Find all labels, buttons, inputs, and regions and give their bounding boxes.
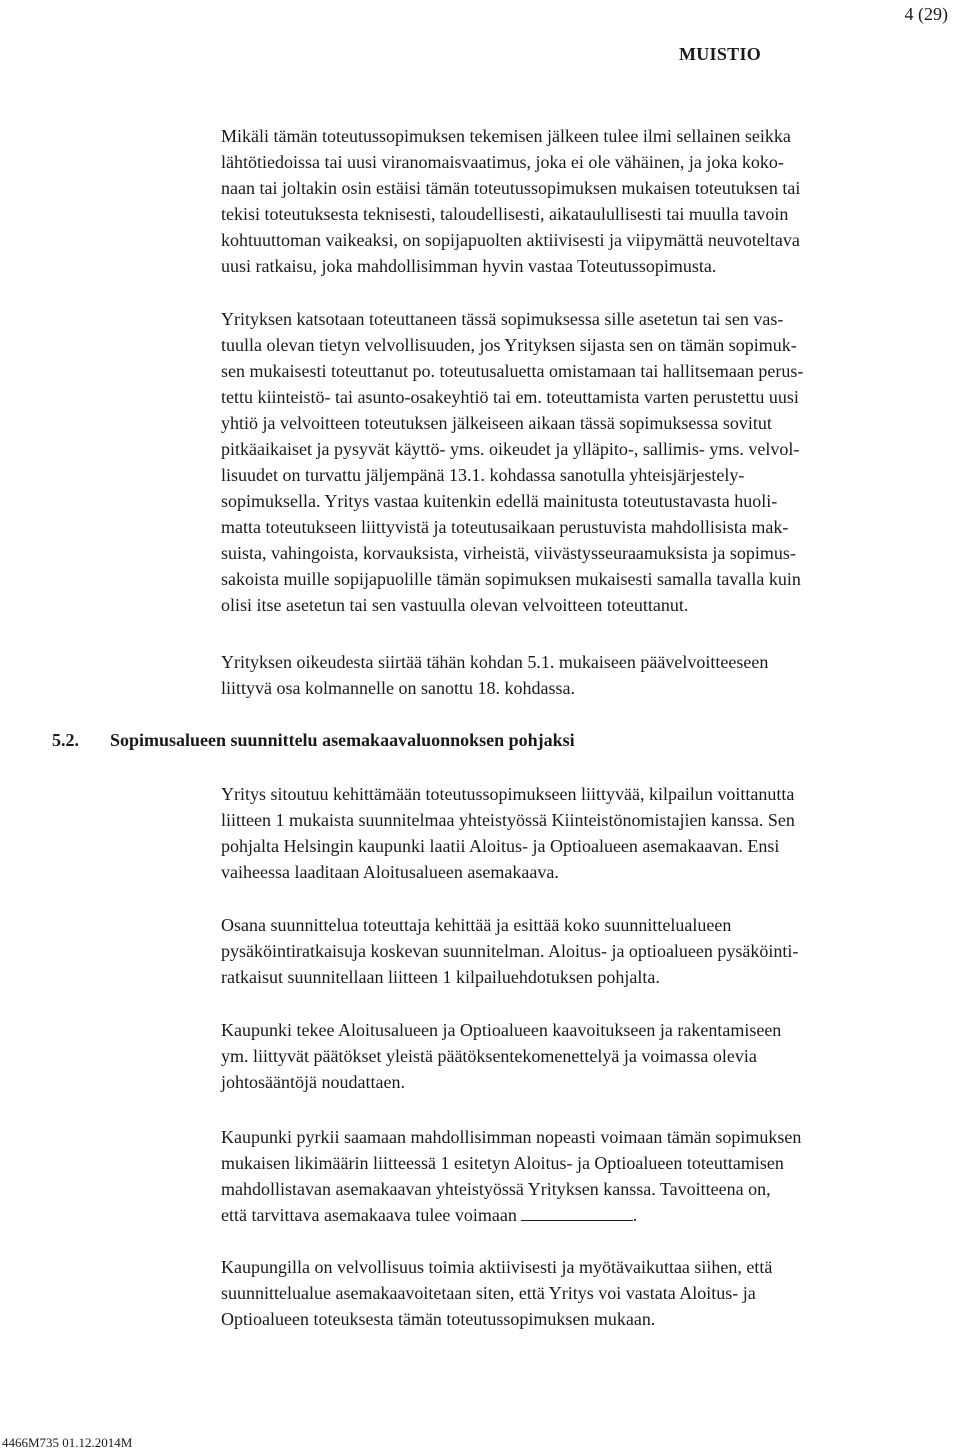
- text-line: pysäköintiratkaisuja koskevan suunnitelman. Aloitus- ja optioalueen pysäköinti-: [221, 941, 799, 961]
- text-line: vaiheessa laaditaan Aloitusalueen asemakaava.: [221, 862, 559, 882]
- text-line: liittyvä osa kolmannelle on sanottu 18. kohdassa.: [221, 678, 575, 698]
- text-line: Yritys sitoutuu kehittämään toteutussopimukseen liittyvää, kilpailun voittanutta: [221, 784, 795, 804]
- text-line: ratkaisut suunnitellaan liitteen 1 kilpailuehdotuksen pohjalta.: [221, 967, 660, 987]
- text-line: johtosääntöjä noudattaen.: [221, 1072, 405, 1092]
- paragraph-parking-plan: [221, 912, 960, 990]
- text-segment: .: [632, 1205, 638, 1225]
- text-line: Yrityksen oikeudesta siirtää tähän kohdan 5.1. mukaiseen päävelvoitteeseen: [221, 652, 769, 672]
- text-line: tekisi toteutuksesta teknisesti, taloudellisesti, aikataulullisesti tai muulla tavoin: [221, 204, 789, 224]
- paragraph-changed-circumstances: [221, 123, 960, 279]
- section-heading: [52, 730, 575, 751]
- text-line: Kaupungilla on velvollisuus toimia aktiivisesti ja myötävaikuttaa siihen, että: [221, 1257, 773, 1277]
- text-line: tettu kiinteistö- tai asunto-osakeyhtiö tai em. toteuttamista varten perustettu uusi: [221, 387, 799, 407]
- text-line: tuulla olevan tietyn velvollisuuden, jos Yrityksen sijasta sen on tämän sopimuk-: [221, 335, 797, 355]
- text-line: mukaisen likimäärin liitteessä 1 esitetyn Aloitus- ja Optioalueen toteuttamisen: [221, 1153, 784, 1173]
- text-line: Mikäli tämän toteutussopimuksen tekemisen jälkeen tulee ilmi sellainen seikka: [221, 126, 791, 146]
- text-segment: että tarvittava asemakaava tulee voimaan: [221, 1205, 517, 1225]
- paragraph-city-obligation: [221, 1254, 960, 1332]
- text-line: naan tai joltakin osin estäisi tämän toteutussopimuksen mukaisen toteutuksen tai: [221, 178, 801, 198]
- text-line: Osana suunnittelua toteuttaja kehittää ja esittää koko suunnittelualueen: [221, 915, 732, 935]
- paragraph-zoning-timeline: [221, 1124, 960, 1228]
- text-line: liitteen 1 mukaista suunnitelmaa yhteistyössä Kiinteistönomistajien kanssa. Sen: [221, 810, 795, 830]
- text-line: sen mukaisesti toteuttanut po. toteutusaluetta omistamaan tai hallitsemaan perus-: [221, 361, 804, 381]
- text-line: kohtuuttoman vaikeaksi, on sopijapuolten aktiivisesti ja viipymättä neuvoteltava: [221, 230, 800, 250]
- text-line: [221, 1202, 960, 1228]
- text-line: sakoista muille sopijapuolille tämän sopimuksen mukaisesti samalla tavalla kuin: [221, 569, 801, 589]
- text-line: uusi ratkaisu, joka mahdollisimman hyvin vastaa Toteutussopimusta.: [221, 256, 717, 276]
- text-line: pitkäaikaiset ja pysyvät käyttö- yms. oikeudet ja ylläpito-, sallimis- yms. velvol-: [221, 439, 800, 459]
- text-line: ym. liittyvät päätökset yleistä päätöksentekomenettelyä ja voimassa olevia: [221, 1046, 757, 1066]
- text-line: sopimuksella. Yritys vastaa kuitenkin edellä mainitusta toteutustavasta huoli-: [221, 491, 778, 511]
- paragraph-transfer-right: [221, 649, 960, 701]
- paragraph-company-obligations: [221, 306, 960, 618]
- page-number: 4 (29): [904, 4, 948, 24]
- text-line: Yrityksen katsotaan toteuttaneen tässä sopimuksessa sille asetetun tai sen vas-: [221, 309, 784, 329]
- text-line: Kaupunki tekee Aloitusalueen ja Optioalueen kaavoitukseen ja rakentamiseen: [221, 1020, 782, 1040]
- paragraph-city-decisions: [221, 1017, 960, 1095]
- footer-reference: 4466M735 01.12.2014M: [2, 1435, 133, 1450]
- text-line: suista, vahingoista, korvauksista, virheistä, viivästysseuraamuksista ja sopimus-: [221, 543, 796, 563]
- text-line: Optioalueen toteuksesta tämän toteutussopimuksen mukaan.: [221, 1309, 656, 1329]
- text-line: Kaupunki pyrkii saamaan mahdollisimman nopeasti voimaan tämän sopimuksen: [221, 1127, 802, 1147]
- text-line: lisuudet on turvattu jäljempänä 13.1. kohdassa sanotulla yhteisjärjestely-: [221, 465, 745, 485]
- text-line: olisi itse asetetun tai sen vastuulla olevan velvoitteen toteuttanut.: [221, 595, 689, 615]
- fill-in-blank: [521, 1202, 633, 1221]
- text-line: lähtötiedoissa tai uusi viranomaisvaatimus, joka ei ole vähäinen, ja joka koko-: [221, 152, 784, 172]
- section-title: Sopimusalueen suunnittelu asemakaavaluonnoksen pohjaksi: [110, 730, 575, 750]
- text-line: mahdollistavan asemakaavan yhteistyössä Yrityksen kanssa. Tavoitteena on,: [221, 1179, 771, 1199]
- section-number: 5.2.: [52, 730, 79, 750]
- text-line: pohjalta Helsingin kaupunki laatii Aloitus- ja Optioalueen asemakaavan. Ensi: [221, 836, 780, 856]
- text-line: yhtiö ja velvoitteen toteutuksen jälkeiseen aikaan tässä sopimuksessa sovitut: [221, 413, 772, 433]
- text-line: suunnittelualue asemakaavoitetaan siten, että Yritys voi vastata Aloitus- ja: [221, 1283, 756, 1303]
- paragraph-plan-development: [221, 781, 960, 885]
- text-line: matta toteutukseen liittyvistä ja toteutusaikaan perustuvista mahdollisista mak-: [221, 517, 789, 537]
- document-title: MUISTIO: [678, 44, 762, 64]
